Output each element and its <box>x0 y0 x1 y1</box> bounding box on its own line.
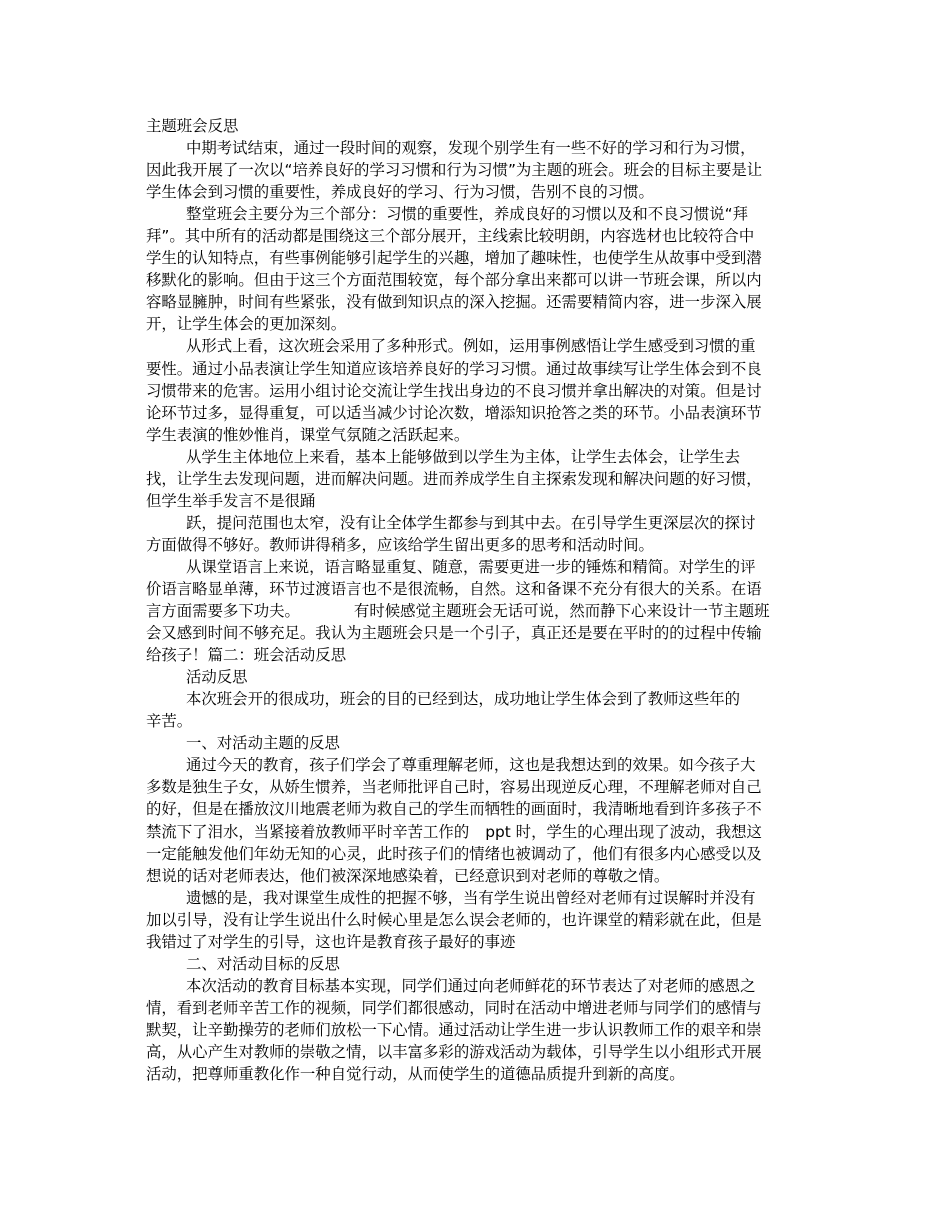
text-line: 跃，提问范围也太窄，没有让全体学生都参与到其中去。在引导学生更深层次的探讨 <box>186 513 756 532</box>
text-line: 方面做得不够好。教师讲得稍多，应该给学生留出更多的思考和活动时间。 <box>146 535 654 554</box>
text-line: 但学生举手发言不是很踊 <box>146 491 316 510</box>
section-heading: 一、对活动主题的反思 <box>186 734 340 753</box>
section-heading: 活动反思 <box>186 668 248 687</box>
text-line: 要性。通过小品表演让学生知道应该培养良好的学习习惯。通过故事续写让学生体会到不良 <box>146 359 762 378</box>
text-line: 本次班会开的很成功，班会的目的已经到达，成功地让学生体会到了教师这些年的 <box>186 690 741 709</box>
text-line: 高，从心产生对教师的崇敬之情，以丰富多彩的游戏活动为载体，引导学生以小组形式开展 <box>146 1042 762 1061</box>
text-line: 从形式上看，这次班会采用了多种形式。例如，运用事例感悟让学生感受到习惯的重 <box>186 337 756 356</box>
text-line: 默契，让辛勤操劳的老师们放松一下心情。通过活动让学生进一步认识教师工作的艰辛和崇 <box>146 1020 762 1039</box>
text-line: 情，看到老师辛苦工作的视频，同学们都很感动，同时在活动中增进老师与同学们的感情与 <box>146 998 762 1017</box>
text-line: 给孩子！篇二：班会活动反思 <box>146 646 347 665</box>
text-line: 学生体会到习惯的重要性，养成良好的学习、行为习惯，告别不良的习惯。 <box>146 183 654 202</box>
text-line: 学生表演的惟妙惟肖，课堂气氛随之活跃起来。 <box>146 425 470 444</box>
text-line: 多数是独生子女，从娇生惯养，当老师批评自己时，容易出现逆反心理，不理解老师对自己 <box>146 778 762 797</box>
text-line: 移默化的影响。但由于这三个方面范围较宽，每个部分拿出来都可以讲一节班会课，所以内 <box>146 271 762 290</box>
section-heading: 二、对活动目标的反思 <box>186 954 340 973</box>
text-segment: 禁流下了泪水，当紧接着放教师平时辛苦工作的 <box>146 822 470 841</box>
text-line: 找，让学生去发现问题，进而解决问题。进而养成学生自主探索发现和解决问题的好习惯， <box>146 469 762 488</box>
document-body <box>146 115 806 1085</box>
text-line: 拜”。其中所有的活动都是围绕这三个部分展开，主线索比较明朗，内容选材也比较符合中 <box>146 227 755 246</box>
document-title: 主题班会反思 <box>146 117 239 135</box>
text-line: 从课堂语言上来说，语言略显重复、随意，需要更进一步的锤炼和精简。对学生的评 <box>186 557 756 576</box>
text-line: 整堂班会主要分为三个部分：习惯的重要性，养成良好的习惯以及和不良习惯说“拜 <box>186 205 749 224</box>
text-line: 习惯带来的危害。运用小组讨论交流让学生找出身边的不良习惯并拿出解决的对策。但是讨 <box>146 381 762 400</box>
text-line <box>146 600 806 622</box>
text-line: 容略显臃肿，时间有些紧张，没有做到知识点的深入挖掘。还需要精简内容，进一步深入展 <box>146 293 762 312</box>
text-line: 学生的认知特点，有些事例能够引起学生的兴趣，增加了趣味性，也使学生从故事中受到潜 <box>146 249 762 268</box>
text-line: 价语言略显单薄，环节过渡语言也不是很流畅，自然。这和备课不充分有很大的关系。在语 <box>146 579 762 598</box>
text-line: 通过今天的教育，孩子们学会了尊重理解老师，这也是我想达到的效果。如今孩子大 <box>186 756 756 775</box>
text-segment: 有时候感觉主题班会无话可说，然而静下心来设计一节主题班 <box>353 602 770 621</box>
text-line: 遗憾的是，我对课堂生成性的把握不够，当有学生说出曾经对老师有过误解时并没有 <box>186 888 756 907</box>
text-line <box>146 821 806 843</box>
text-line: 因此我开展了一次以“培养良好的学习习惯和行为习惯”为主题的班会。班会的目标主要是让 <box>146 161 763 180</box>
text-line: 中期考试结束，通过一段时间的观察，发现个别学生有一些不好的学习和行为习惯， <box>186 139 756 158</box>
text-line: 开，让学生体会的更加深刻。 <box>146 315 347 334</box>
text-line: 活动，把尊师重教化作一种自觉行动，从而使学生的道德品质提升到新的高度。 <box>146 1065 685 1084</box>
text-line: 一定能触发他们年幼无知的心灵，此时孩子们的情绪也被调动了，他们有很多内心感受以及 <box>146 844 762 863</box>
text-line: 想说的话对老师表达，他们被深深地感染着，已经意识到对老师的尊敬之情。 <box>146 866 670 885</box>
text-line: 本次活动的教育目标基本实现，同学们通过向老师鲜花的环节表达了对老师的感恩之 <box>186 976 756 995</box>
text-line: 会又感到时间不够充足。我认为主题班会只是一个引子，真正还是要在平时的的过程中传输 <box>146 624 762 643</box>
text-line: 的好，但是在播放汶川地震老师为救自己的学生而牺牲的画面时，我清晰地看到许多孩子不 <box>146 800 762 819</box>
text-line: 加以引导，没有让学生说出什么时候心里是怎么误会老师的，也许课堂的精彩就在此，但是 <box>146 910 762 929</box>
text-line: 辛苦。 <box>146 712 193 731</box>
text-line: 论环节过多，显得重复，可以适当减少讨论次数，增添知识抢答之类的环节。小品表演环节 <box>146 403 762 422</box>
text-line: 从学生主体地位上来看，基本上能够做到以学生为主体，让学生去体会，让学生去 <box>186 447 741 466</box>
text-segment: ppt 时，学生的心理出现了波动，我想这 <box>485 822 762 841</box>
text-line: 我错过了对学生的引导，这也许是教育孩子最好的事迹 <box>146 932 516 951</box>
text-segment: 言方面需要多下功夫。 <box>146 602 300 621</box>
